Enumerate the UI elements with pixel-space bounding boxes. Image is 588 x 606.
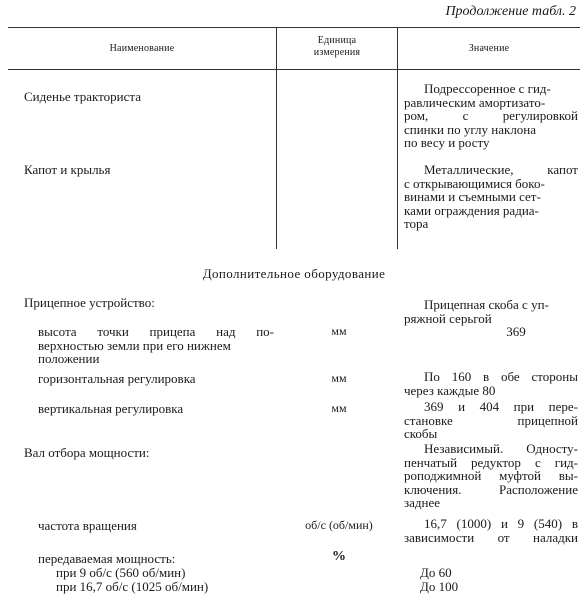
row-value-hitch-horizontal [404, 370, 578, 397]
column-header-name: Наименование [109, 43, 175, 54]
section-title-additional-equipment: Дополнительное оборудование [202, 266, 386, 281]
row-unit-pto-power: % [332, 549, 346, 564]
name-line: высота точки прицепа над по- [38, 324, 274, 339]
column-header-unit-line2: измерения [313, 47, 361, 58]
column-header-value: Значение [468, 43, 510, 54]
body-divider-1 [276, 69, 277, 249]
value-line: ками ограждения радиа- [404, 202, 539, 218]
row-name-hitch: Прицепное устройство: [24, 295, 155, 310]
row-name-seat: Сиденье тракториста [24, 89, 142, 104]
value-line: спинки по углу наклона [404, 121, 537, 137]
value-line: тора [404, 216, 429, 232]
value-line: становке прицепной [404, 412, 578, 428]
value-line: ключения. Расположение [404, 481, 578, 497]
row-name-hitch-horizontal: горизонтальная регулировка [38, 371, 196, 386]
row-name-pto-power-16: при 16,7 об/с (1025 об/мин) [56, 579, 209, 594]
body-divider-2 [397, 69, 398, 249]
row-name-pto-speed: частота вращения [38, 518, 137, 533]
value-line: 369 [506, 324, 526, 340]
value-line: ряжной серьгой [404, 310, 492, 326]
value-line: Независимый. Односту- [424, 441, 578, 456]
value-line: Металлические, капот [424, 162, 578, 177]
row-unit-pto-speed: об/с (об/мин) [305, 518, 373, 532]
row-name-pto-power-9: при 9 об/с (560 об/мин) [56, 565, 186, 580]
name-line: положении [38, 351, 100, 367]
row-name-pto-power: передаваемая мощность: [38, 551, 176, 566]
column-header-unit-line1: Единица [317, 35, 357, 46]
row-unit-hitch-height: мм [331, 324, 347, 338]
row-name-hood: Капот и крылья [24, 162, 111, 177]
value-line: пенчатый редуктор с гид- [404, 454, 578, 470]
value-line: зависимости от наладки [404, 529, 578, 545]
value-line: По 160 в обе стороны [424, 369, 578, 384]
row-value-hitch-vertical [404, 400, 578, 441]
value-line: Подрессоренное с гид- [424, 81, 551, 96]
value-line: 369 и 404 при пере- [424, 399, 578, 414]
value-line: скобы [404, 426, 438, 442]
row-name-hitch-height [38, 325, 274, 366]
value-line: роподжимной муфтой вы- [404, 468, 578, 484]
row-value-hood [404, 163, 578, 231]
value-line: Прицепная скоба с уп- [424, 297, 549, 312]
value-line: 16,7 (1000) и 9 (540) в [424, 516, 578, 531]
name-line: верхностью земли при его нижнем [38, 337, 231, 353]
value-line: заднее [404, 495, 441, 511]
header-bottom-rule [8, 69, 580, 70]
table-continuation-label: Продолжение табл. 2 [445, 4, 576, 19]
row-unit-hitch-vertical: мм [331, 401, 347, 415]
row-name-pto: Вал отбора мощности: [24, 445, 150, 460]
row-value-seat [404, 82, 578, 150]
value-line: равлическим амортизато- [404, 94, 546, 110]
column-header-unit [277, 35, 397, 59]
row-value-hitch [404, 298, 578, 339]
row-name-hitch-vertical: вертикальная регулировка [38, 401, 184, 416]
row-value-pto-power-9: До 60 [420, 565, 452, 580]
value-line: по весу и росту [404, 135, 490, 151]
value-line: с открывающимися боко- [404, 175, 545, 191]
row-value-pto-speed [404, 517, 578, 544]
value-line: винами и съемными сет- [404, 189, 541, 205]
value-line: ром, с регулировкой [404, 108, 578, 124]
row-value-pto [404, 442, 578, 510]
value-line: через каждые 80 [404, 382, 496, 398]
row-value-pto-power-16: До 100 [420, 579, 459, 594]
row-unit-hitch-horizontal: мм [331, 371, 347, 385]
header-top-rule [8, 27, 580, 28]
